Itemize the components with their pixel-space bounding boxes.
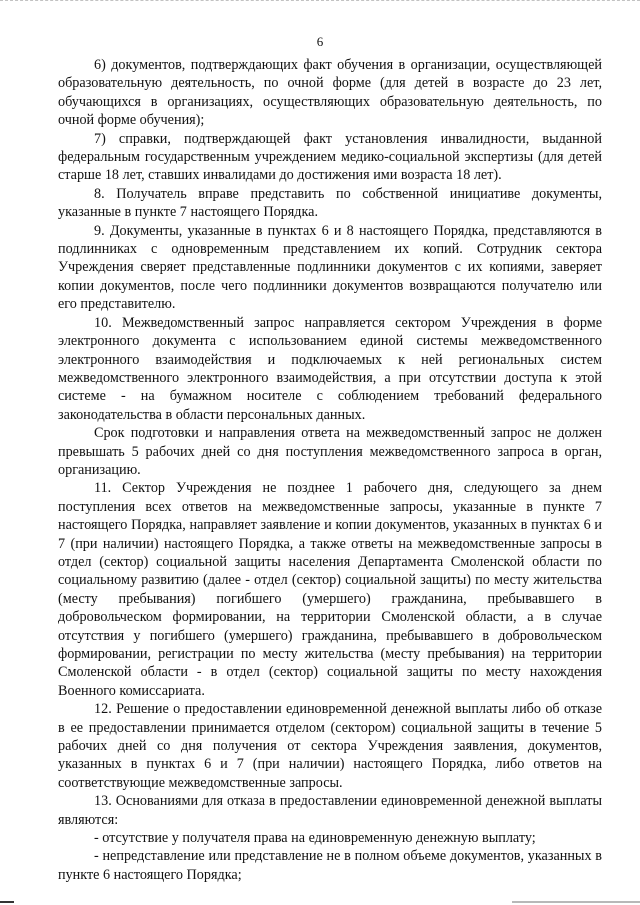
scan-bottom-edge xyxy=(0,891,640,905)
document-body xyxy=(58,56,602,884)
paragraph-clause-8: 8. Получатель вправе представить по собственной инициативе документы, указанные в пункте 7 настоящего Порядка. xyxy=(58,185,602,221)
paragraph-clause-11: 11. Сектор Учреждения не позднее 1 рабочего дня, следующего за днем поступления всех ответов на межведомственные запросы, указанные в пункте 7 настоящего Порядка, направляет заявление и копии документов, указанных в пунктах 6 и 7 (при наличии) настоящего Порядка, а также ответы на межведомственные запросы в отдел (сектор) социальной защиты населения Департамента Смоленской области по социальному развитию (далее - отдел (сектор) социальной защиты) по месту жительства (месту пребывания) погибшего (умершего) гражданина, пребывавшего в добровольческом формировании, на территории Смоленской области, а в случае отсутствия у погибшего (умершего) гражданина, пребывавшего в добровольческом формировании, регистрации по месту жительства (месту пребывания) на территории Смоленской области - в отдел (сектор) социальной защиты по месту нахождения Военного комиссариата. xyxy=(58,480,602,699)
paragraph-refusal-reason-2: - непредставление или представление не в полном объеме документов, указанных в пункте 6 настоящего Порядка; xyxy=(58,848,602,883)
scan-edge-mark xyxy=(512,901,640,903)
paragraph-clause-12: 12. Решение о предоставлении единовременной денежной выплаты либо об отказе в ее предоставлении принимается отделом (сектором) социальной защиты в течение 5 рабочих дней со дня получения от сектора Учреждения заявления, документов, указанных в пунктах 6 и 7 (при наличии) настоящего Порядка, либо ответов на соответствующие межведомственные запросы. xyxy=(58,701,602,791)
top-edge-rule xyxy=(0,0,640,5)
paragraph-item-7: 7) справки, подтверждающей факт установления инвалидности, выданной федеральным государственным учреждением медико-социальной экспертизы (для детей старше 18 лет, ставших инвалидами до достижения ими возраста 18 лет). xyxy=(58,130,602,184)
paragraph-response-deadline: Срок подготовки и направления ответа на межведомственный запрос не должен превышать 5 рабочих дней со дня поступления межведомственного запроса в орган, организацию. xyxy=(58,425,602,478)
paragraph-clause-10: 10. Межведомственный запрос направляется сектором Учреждения в форме электронного документа с использованием единой системы межведомственного электронного взаимодействия и подключаемых к ней региональных систем межведомственного электронного взаимодействия, а при отсутствии доступа к этой системе - на бумажном носителе с соблюдением требований федерального законодательства в области персональных данных. xyxy=(58,314,602,423)
paragraph-item-6: 6) документов, подтверждающих факт обучения в организации, осуществляющей образовательную деятельность, по очной форме (для детей в возрасте до 23 лет, обучающихся в организациях, осуществляющих образовательную деятельность, по очной форме обучения); xyxy=(58,57,602,129)
paragraph-refusal-reason-1: - отсутствие у получателя права на единовременную денежную выплату; xyxy=(94,830,536,847)
page-number: 6 xyxy=(316,34,324,49)
paragraph-clause-9: 9. Документы, указанные в пунктах 6 и 8 настоящего Порядка, представляются в подлинниках с одновременным представлением их копий. Сотрудник сектора Учреждения сверяет представленные подлинники документов с их копиями, заверяет копии документов, после чего подлинники документов возвращаются получателю или его представителю. xyxy=(58,222,602,313)
paragraph-clause-13: 13. Основаниями для отказа в предоставлении единовременной денежной выплаты являются: xyxy=(58,793,602,828)
scan-edge-mark xyxy=(0,901,14,903)
